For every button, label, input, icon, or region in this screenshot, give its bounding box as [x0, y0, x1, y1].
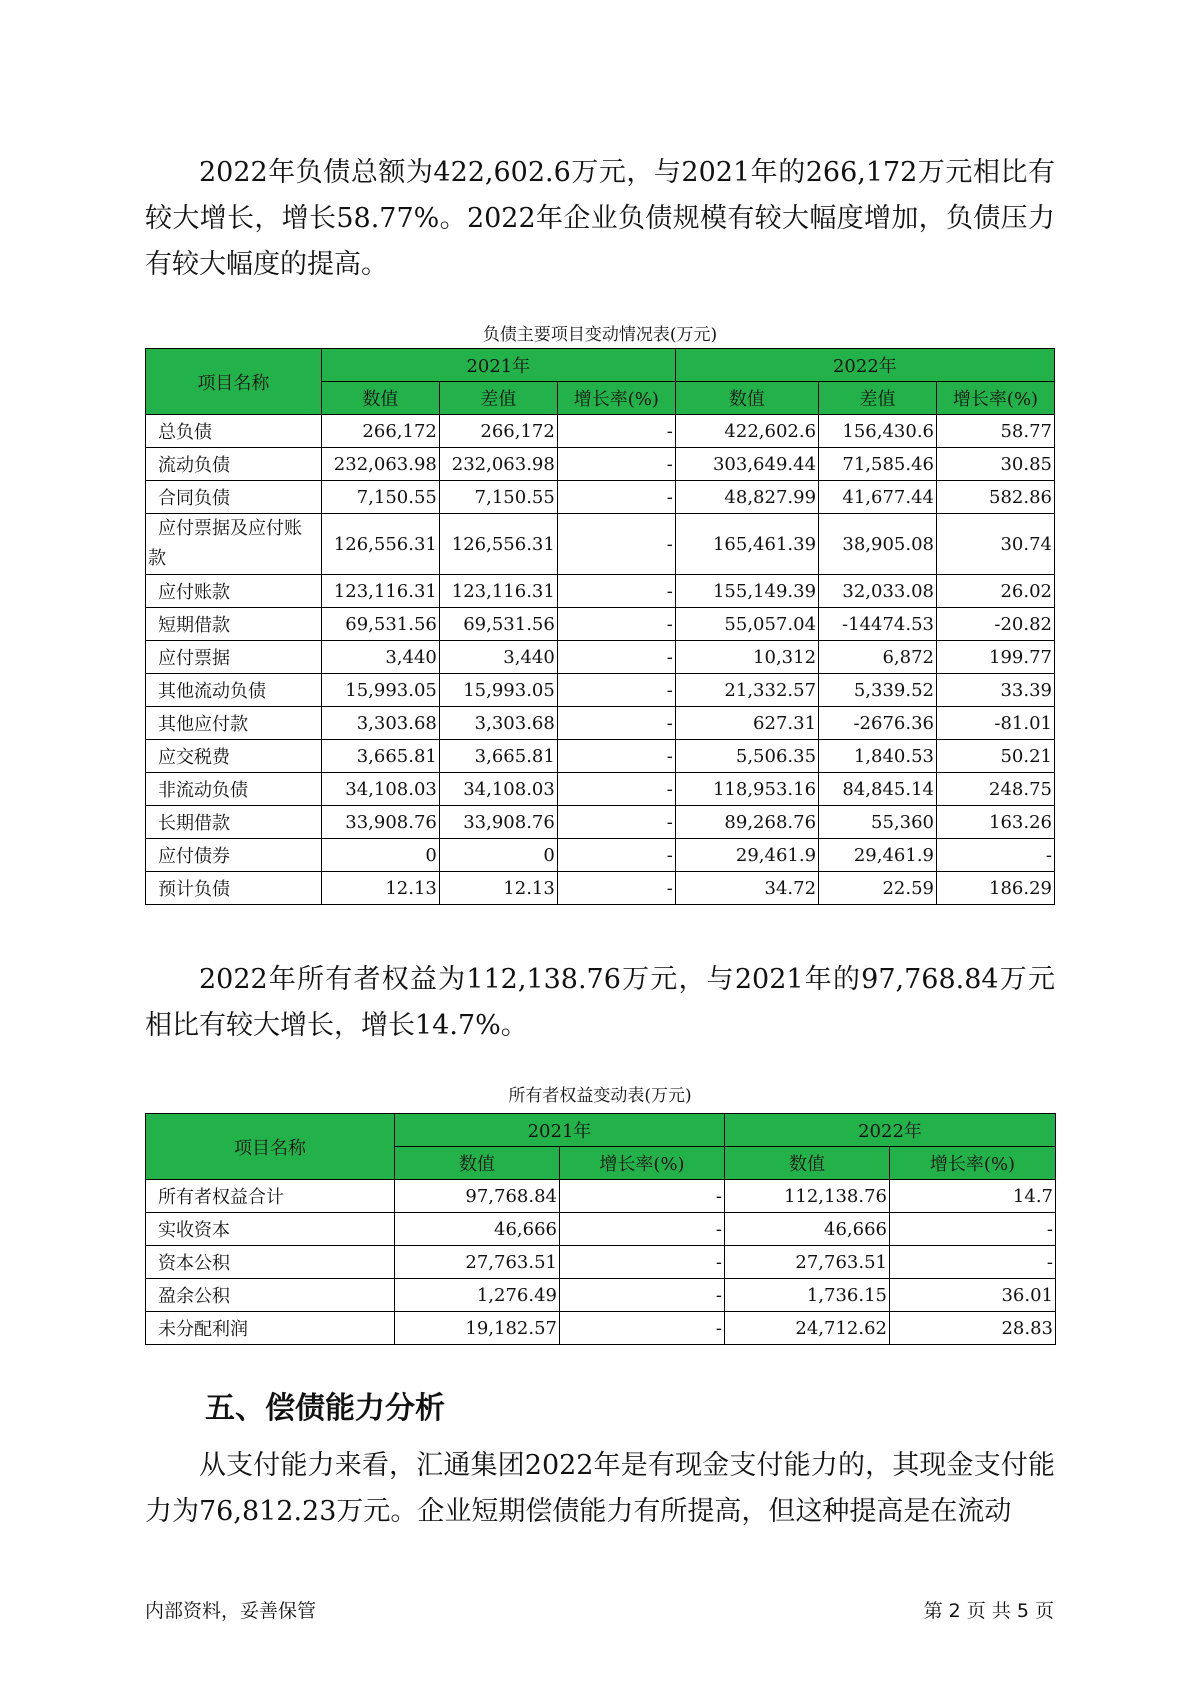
cell-v1: 232,063.98	[321, 448, 439, 481]
cell-v1: 0	[321, 839, 439, 872]
cell-d2: 71,585.46	[819, 448, 937, 481]
cell-r1: -	[557, 415, 675, 448]
cell-v2: 1,736.15	[725, 1279, 890, 1312]
table-row	[146, 1279, 1056, 1312]
row-item-name: 应付账款	[146, 575, 322, 608]
table-row	[146, 674, 1055, 707]
cell-r1: -	[560, 1213, 725, 1246]
cell-v2: 5,506.35	[675, 740, 818, 773]
equity-table	[145, 1113, 1056, 1345]
row-item-name: 应付票据	[146, 641, 322, 674]
cell-v2: 46,666	[725, 1213, 890, 1246]
row-item-name: 非流动负债	[146, 773, 322, 806]
cell-d2: 156,430.6	[819, 415, 937, 448]
cell-v1: 3,303.68	[321, 707, 439, 740]
table-row	[146, 641, 1055, 674]
table-row	[146, 872, 1055, 905]
cell-r1: -	[557, 641, 675, 674]
cell-v2: 303,649.44	[675, 448, 818, 481]
debt-items-table	[145, 348, 1055, 905]
footer-page-number: 第 2 页 共 5 页	[923, 1600, 1054, 1622]
cell-r2: 163.26	[937, 806, 1055, 839]
cell-d1: 3,665.81	[439, 740, 557, 773]
cell-v1: 126,556.31	[321, 514, 439, 575]
cell-d1: 69,531.56	[439, 608, 557, 641]
row-item-name: 所有者权益合计	[146, 1180, 395, 1213]
header-year-2022: 2022年	[675, 349, 1054, 382]
cell-v2: 27,763.51	[725, 1246, 890, 1279]
cell-r1: -	[557, 740, 675, 773]
footer-confidential-note: 内部资料，妥善保管	[145, 1600, 317, 1622]
cell-v1: 7,150.55	[321, 481, 439, 514]
row-item-name: 流动负债	[146, 448, 322, 481]
cell-r1: -	[557, 773, 675, 806]
header-rate-2021: 增长率(%)	[557, 382, 675, 415]
cell-v2: 422,602.6	[675, 415, 818, 448]
cell-d1: 3,303.68	[439, 707, 557, 740]
cell-v1: 15,993.05	[321, 674, 439, 707]
cell-d2: -14474.53	[819, 608, 937, 641]
cell-r2: -	[890, 1213, 1056, 1246]
cell-v1: 3,440	[321, 641, 439, 674]
cell-v1: 123,116.31	[321, 575, 439, 608]
table-row	[146, 740, 1055, 773]
header-value-2022: 数值	[675, 382, 818, 415]
row-item-name: 实收资本	[146, 1213, 395, 1246]
paragraph-solvency: 从支付能力来看，汇通集团2022年是有现金支付能力的，其现金支付能力为76,812.23万元。企业短期偿债能力有所提高，但这种提高是在流动	[145, 1450, 1055, 1527]
row-item-name: 资本公积	[146, 1246, 395, 1279]
cell-d2: 55,360	[819, 806, 937, 839]
cell-r2: -20.82	[937, 608, 1055, 641]
cell-v1: 69,531.56	[321, 608, 439, 641]
cell-v2: 48,827.99	[675, 481, 818, 514]
table-row	[146, 707, 1055, 740]
table-row	[146, 481, 1055, 514]
paragraph-equity-summary: 2022年所有者权益为112,138.76万元，与2021年的97,768.84万元相比有较大增长，增长14.7%。	[145, 964, 1055, 1041]
cell-r2: -	[937, 839, 1055, 872]
cell-v2: 34.72	[675, 872, 818, 905]
paragraph-debt-summary: 2022年负债总额为422,602.6万元，与2021年的266,172万元相比有较大增长，增长58.77%。2022年企业负债规模有较大幅度增加，负债压力有较大幅度的提高。	[145, 157, 1055, 280]
cell-r1: -	[557, 674, 675, 707]
cell-r1: -	[557, 872, 675, 905]
cell-d1: 123,116.31	[439, 575, 557, 608]
cell-v2: 165,461.39	[675, 514, 818, 575]
cell-v2: 21,332.57	[675, 674, 818, 707]
cell-v2: 55,057.04	[675, 608, 818, 641]
cell-v2: 24,712.62	[725, 1312, 890, 1345]
cell-r1: -	[560, 1180, 725, 1213]
cell-d1: 12.13	[439, 872, 557, 905]
cell-v1: 27,763.51	[395, 1246, 560, 1279]
cell-v2: 29,461.9	[675, 839, 818, 872]
cell-r1: -	[557, 448, 675, 481]
row-item-name: 应付票据及应付账款	[146, 514, 322, 575]
cell-v2: 627.31	[675, 707, 818, 740]
cell-d2: -2676.36	[819, 707, 937, 740]
row-item-name: 短期借款	[146, 608, 322, 641]
cell-v2: 10,312	[675, 641, 818, 674]
row-item-name: 应付债券	[146, 839, 322, 872]
header-diff-2022: 差值	[819, 382, 937, 415]
header-year-2021: 2021年	[321, 349, 675, 382]
row-item-name: 总负债	[146, 415, 322, 448]
cell-d1: 0	[439, 839, 557, 872]
cell-v1: 1,276.49	[395, 1279, 560, 1312]
cell-v1: 97,768.84	[395, 1180, 560, 1213]
table-row	[146, 806, 1055, 839]
cell-v2: 155,149.39	[675, 575, 818, 608]
cell-d2: 32,033.08	[819, 575, 937, 608]
header-item-name: 项目名称	[146, 1114, 395, 1180]
table-row	[146, 1213, 1056, 1246]
cell-r1: -	[557, 575, 675, 608]
cell-v2: 112,138.76	[725, 1180, 890, 1213]
cell-v1: 12.13	[321, 872, 439, 905]
cell-r1: -	[560, 1279, 725, 1312]
cell-r2: 36.01	[890, 1279, 1056, 1312]
cell-r2: 50.21	[937, 740, 1055, 773]
cell-r2: 14.7	[890, 1180, 1056, 1213]
cell-d2: 22.59	[819, 872, 937, 905]
cell-d2: 6,872	[819, 641, 937, 674]
cell-r2: 248.75	[937, 773, 1055, 806]
cell-v1: 34,108.03	[321, 773, 439, 806]
header-diff-2021: 差值	[439, 382, 557, 415]
cell-d2: 84,845.14	[819, 773, 937, 806]
header-rate-2022: 增长率(%)	[937, 382, 1055, 415]
table-caption-equity: 所有者权益变动表(万元)	[508, 1086, 692, 1106]
cell-d2: 29,461.9	[819, 839, 937, 872]
cell-v1: 266,172	[321, 415, 439, 448]
row-item-name: 预计负债	[146, 872, 322, 905]
cell-d1: 266,172	[439, 415, 557, 448]
row-item-name: 合同负债	[146, 481, 322, 514]
cell-v1: 19,182.57	[395, 1312, 560, 1345]
header-year-2021: 2021年	[395, 1114, 725, 1147]
table-caption-debt: 负债主要项目变动情况表(万元)	[482, 325, 718, 345]
table-row	[146, 1180, 1056, 1213]
cell-r2: 58.77	[937, 415, 1055, 448]
cell-r2: 186.29	[937, 872, 1055, 905]
cell-r1: -	[557, 608, 675, 641]
table-row	[146, 1246, 1056, 1279]
cell-r1: -	[557, 481, 675, 514]
cell-d2: 1,840.53	[819, 740, 937, 773]
table-row	[146, 514, 1055, 575]
header-value-2021: 数值	[321, 382, 439, 415]
row-item-name: 应交税费	[146, 740, 322, 773]
cell-r1: -	[557, 806, 675, 839]
row-item-name: 其他应付款	[146, 707, 322, 740]
cell-v2: 89,268.76	[675, 806, 818, 839]
cell-r2: 30.74	[937, 514, 1055, 575]
cell-r1: -	[560, 1312, 725, 1345]
cell-d1: 7,150.55	[439, 481, 557, 514]
cell-d2: 41,677.44	[819, 481, 937, 514]
cell-r2: -81.01	[937, 707, 1055, 740]
header-year-2022: 2022年	[725, 1114, 1056, 1147]
header-value-2022: 数值	[725, 1147, 890, 1180]
cell-r2: 199.77	[937, 641, 1055, 674]
cell-v1: 33,908.76	[321, 806, 439, 839]
row-item-name: 盈余公积	[146, 1279, 395, 1312]
header-rate-2022: 增长率(%)	[890, 1147, 1056, 1180]
cell-r2: 28.83	[890, 1312, 1056, 1345]
cell-r1: -	[557, 514, 675, 575]
cell-r2: 582.86	[937, 481, 1055, 514]
table-row	[146, 448, 1055, 481]
cell-r1: -	[557, 707, 675, 740]
cell-v1: 3,665.81	[321, 740, 439, 773]
cell-r1: -	[560, 1246, 725, 1279]
cell-d1: 15,993.05	[439, 674, 557, 707]
table-row	[146, 575, 1055, 608]
row-item-name: 其他流动负债	[146, 674, 322, 707]
table-row	[146, 839, 1055, 872]
cell-d1: 126,556.31	[439, 514, 557, 575]
cell-d1: 232,063.98	[439, 448, 557, 481]
table-row	[146, 415, 1055, 448]
section-heading: 五、偿债能力分析	[205, 1391, 445, 1426]
cell-d1: 34,108.03	[439, 773, 557, 806]
row-item-name: 未分配利润	[146, 1312, 395, 1345]
cell-d2: 38,905.08	[819, 514, 937, 575]
table-row	[146, 773, 1055, 806]
cell-d1: 3,440	[439, 641, 557, 674]
table-row	[146, 1312, 1056, 1345]
cell-r2: -	[890, 1246, 1056, 1279]
cell-r2: 30.85	[937, 448, 1055, 481]
cell-v2: 118,953.16	[675, 773, 818, 806]
cell-r1: -	[557, 839, 675, 872]
header-value-2021: 数值	[395, 1147, 560, 1180]
cell-r2: 26.02	[937, 575, 1055, 608]
header-rate-2021: 增长率(%)	[560, 1147, 725, 1180]
row-item-name: 长期借款	[146, 806, 322, 839]
header-item-name: 项目名称	[146, 349, 322, 415]
cell-r2: 33.39	[937, 674, 1055, 707]
cell-v1: 46,666	[395, 1213, 560, 1246]
cell-d2: 5,339.52	[819, 674, 937, 707]
cell-d1: 33,908.76	[439, 806, 557, 839]
table-row	[146, 608, 1055, 641]
